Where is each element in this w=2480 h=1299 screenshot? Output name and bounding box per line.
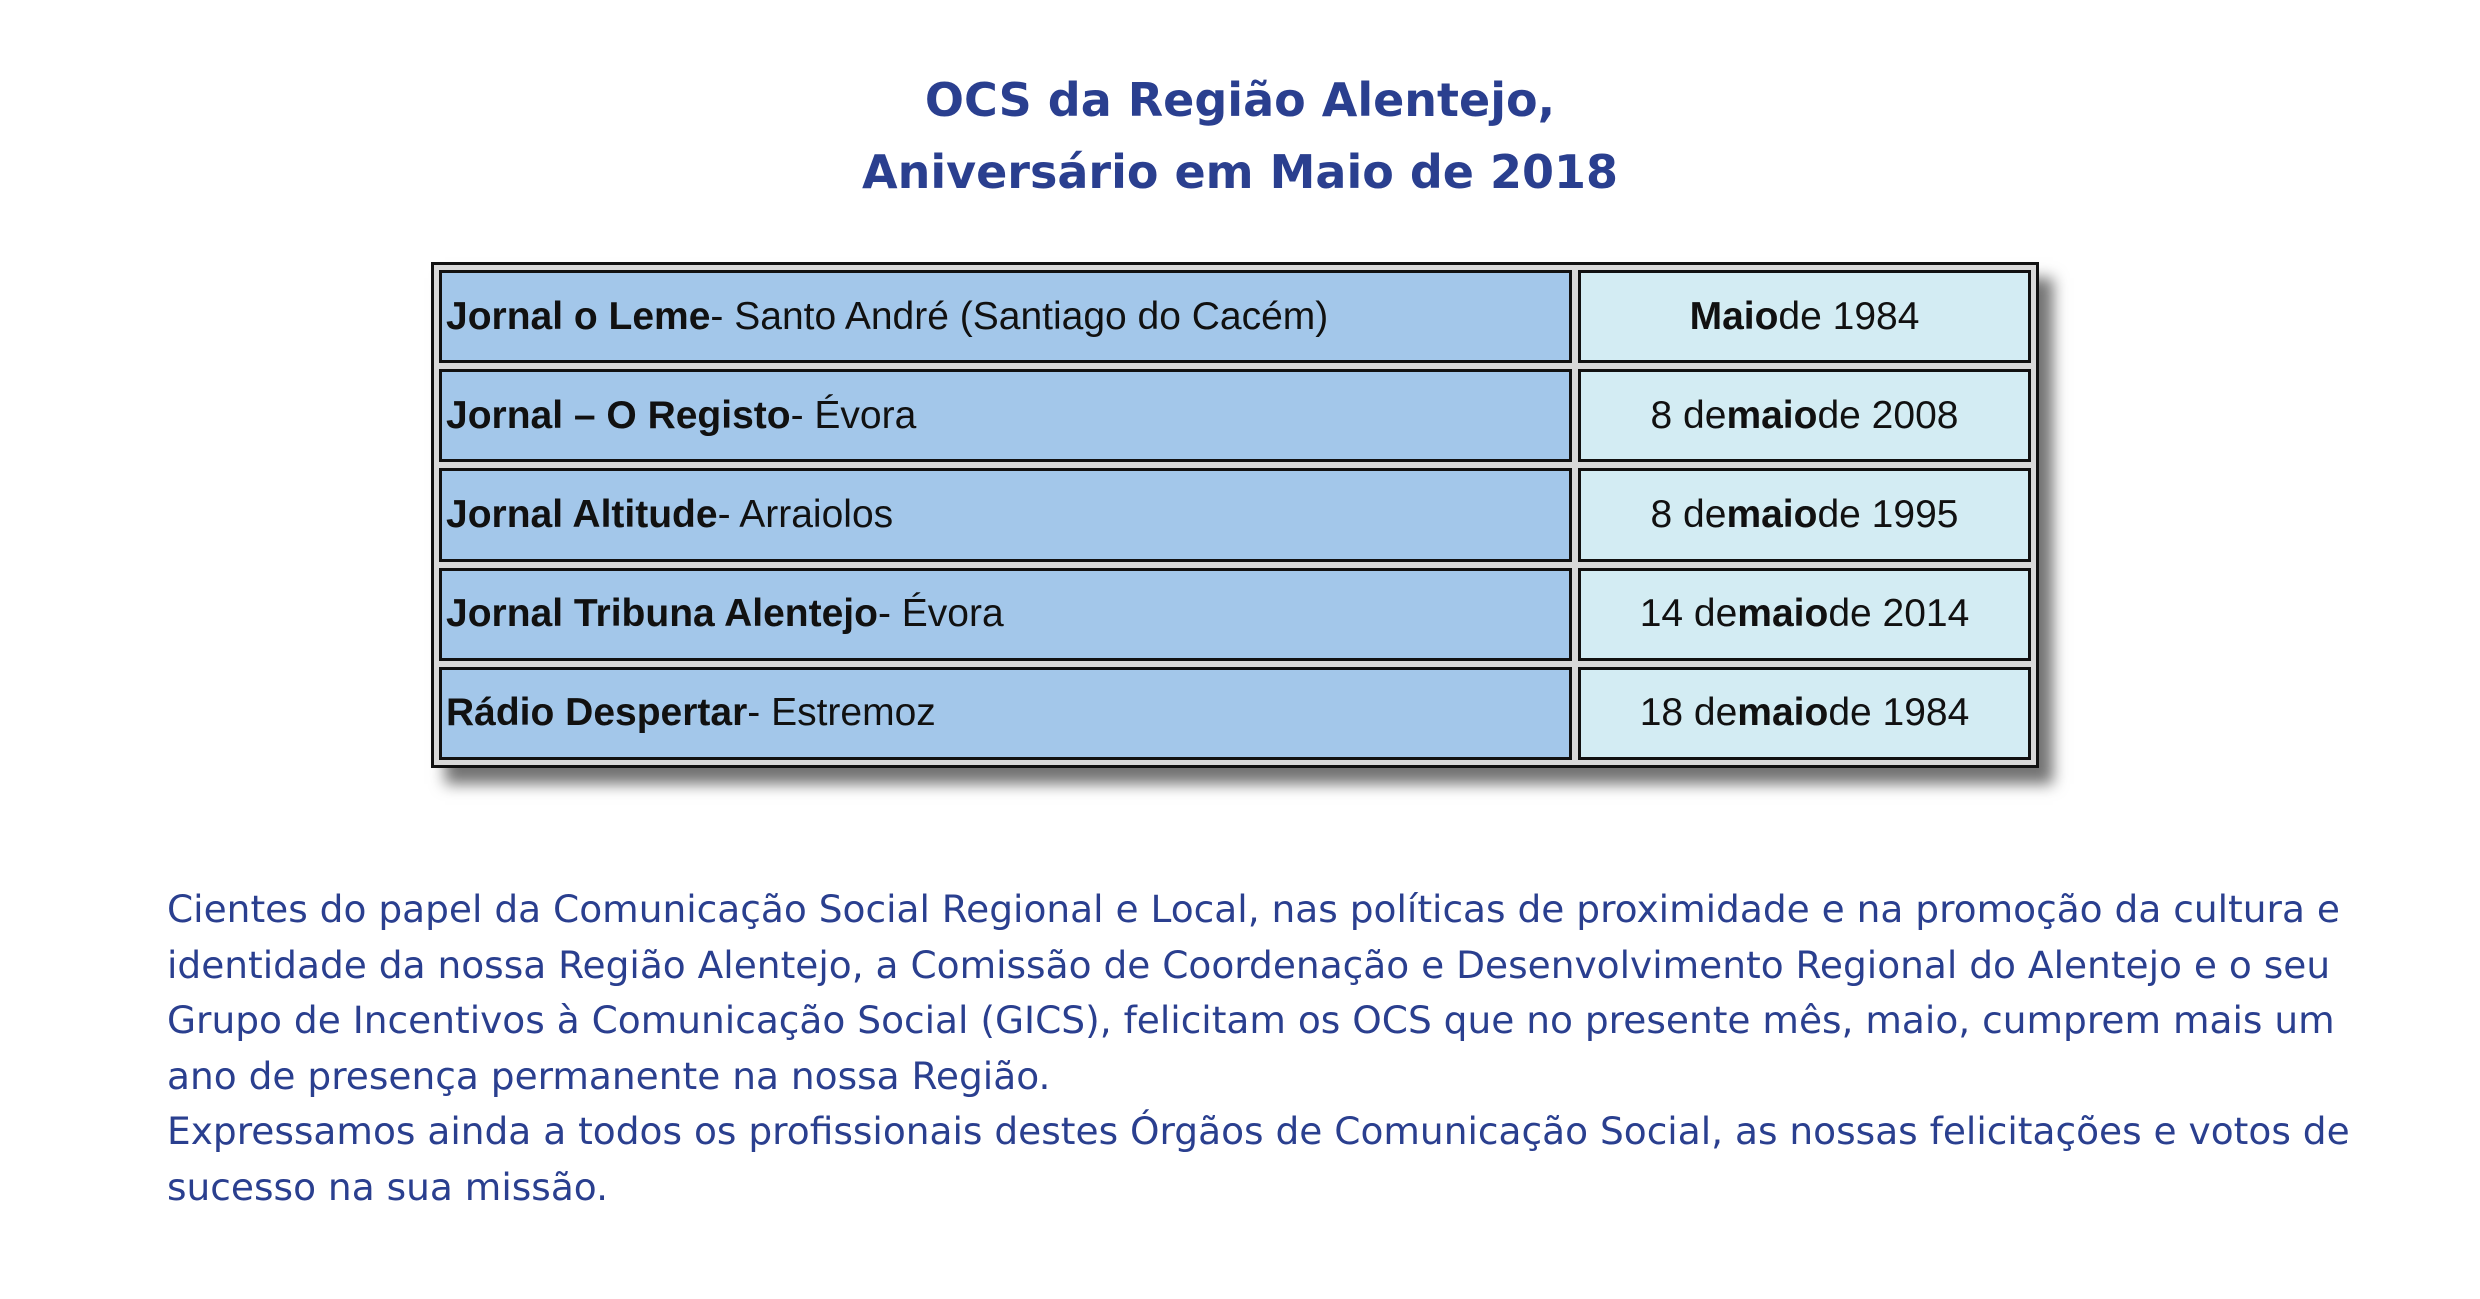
body-line: Expressamos ainda a todos os profissionais destes Órgãos de Comunicação Social, as nossas felicitações e votos de: [167, 1109, 2350, 1153]
outlet-name: Jornal – O Registo: [446, 393, 791, 437]
outlet-name: Jornal Tribuna Alentejo: [446, 592, 878, 636]
date-year: de 1984: [1828, 691, 1970, 735]
anniversary-table: [431, 262, 2039, 768]
outlet-location: - Estremoz: [747, 691, 936, 735]
date-month: maio: [1726, 492, 1818, 536]
body-text: [167, 882, 2350, 1215]
table-cell-date: [1578, 270, 2031, 363]
date-year: de 2008: [1817, 393, 1959, 437]
table-cell-outlet: [439, 270, 1572, 363]
page-title: [0, 64, 2480, 208]
date-month: maio: [1737, 691, 1829, 735]
date-day: 8 de: [1650, 393, 1727, 437]
outlet-name: Rádio Despertar: [446, 691, 748, 735]
table-cell-date: [1578, 369, 2031, 462]
outlet-location: - Santo André (Santiago do Cacém): [710, 294, 1329, 338]
body-line: Grupo de Incentivos à Comunicação Social (GICS), felicitam os OCS que no presente mês, maio, cumprem mais um: [167, 998, 2335, 1042]
table-cell-outlet: [439, 667, 1572, 760]
body-line: identidade da nossa Região Alentejo, a Comissão de Coordenação e Desenvolvimento Regional do Alentejo e o seu: [167, 942, 2331, 987]
table-cell-date: [1578, 568, 2031, 661]
title-line-2: Aniversário em Maio de 2018: [862, 145, 1618, 199]
date-day: 8 de: [1650, 492, 1727, 536]
outlet-location: - Évora: [877, 592, 1004, 636]
date-year: de 2014: [1828, 592, 1970, 636]
date-day: 18 de: [1639, 691, 1738, 735]
outlet-location: - Évora: [790, 393, 917, 437]
table-cell-outlet: [439, 369, 1572, 462]
body-line: Cientes do papel da Comunicação Social Regional e Local, nas políticas de proximidade e na promoção da cultura e: [167, 887, 2340, 931]
body-line: sucesso na sua missão.: [167, 1164, 609, 1209]
table-cell-outlet: [439, 468, 1572, 561]
date-month: maio: [1726, 393, 1818, 437]
date-year: de 1984: [1778, 294, 1920, 338]
body-line: ano de presença permanente na nossa Região.: [167, 1053, 1051, 1098]
date-year: de 1995: [1817, 492, 1959, 536]
date-month: maio: [1737, 592, 1829, 636]
table-cell-date: [1578, 667, 2031, 760]
table-cell-date: [1578, 468, 2031, 561]
date-day: 14 de: [1639, 592, 1738, 636]
table-cell-outlet: [439, 568, 1572, 661]
date-month: Maio: [1689, 294, 1779, 338]
outlet-name: Jornal o Leme: [446, 294, 711, 338]
title-line-1: OCS da Região Alentejo,: [924, 73, 1556, 127]
outlet-name: Jornal Altitude: [446, 492, 718, 536]
outlet-location: - Arraiolos: [717, 492, 894, 536]
